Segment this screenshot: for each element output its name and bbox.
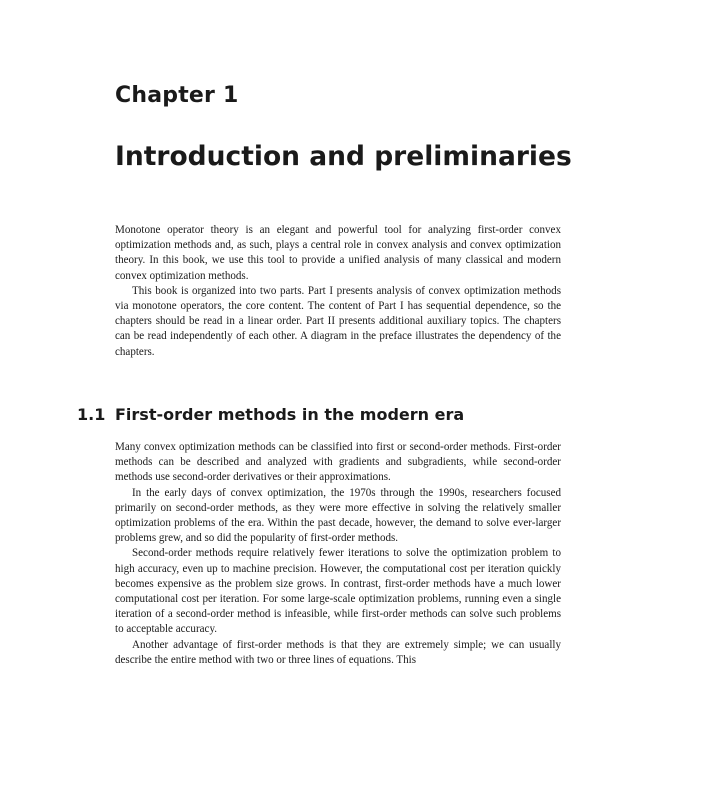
intro-paragraph: Monotone operator theory is an elegant and powerful tool for analyzing first-order convex optimization methods and, as such, plays a central role in convex analysis and convex optimization theory. In this book, we use this tool to provide a unified analysis of many classical and modern convex optimization methods. bbox=[115, 224, 561, 282]
intro-text bbox=[115, 223, 561, 360]
chapter-title: Introduction and preliminaries bbox=[115, 141, 572, 172]
section-paragraph: In the early days of convex optimization, the 1970s through the 1990s, researchers focused primarily on second-order methods, as they were more effective in solving the relatively smaller optimization problems of the era. Within the past decade, however, the demand to solve ever-larger problems grew, and so did the popularity of first-order methods. bbox=[115, 486, 561, 545]
chapter-label: Chapter 1 bbox=[115, 83, 239, 108]
section-title: First-order methods in the modern era bbox=[115, 405, 465, 424]
section-paragraph: Many convex optimization methods can be classified into first or second-order methods. First-order methods can be described and analyzed with gradients and subgradients, while second-order methods use second-order derivatives or their approximations. bbox=[115, 441, 561, 484]
section-body bbox=[115, 440, 561, 668]
intro-paragraph: This book is organized into two parts. Part I presents analysis of convex optimization methods via monotone operators, the core content. The content of Part I has sequential dependence, so the chapters should be read in a linear order. Part II presents additional auxiliary topics. The chapters can be read independently of each other. A diagram in the preface illustrates the dependency of the chapters. bbox=[115, 284, 561, 358]
section-paragraph: Another advantage of first-order methods is that they are extremely simple; we can usually describe the entire method with two or three lines of equations. This bbox=[115, 638, 561, 666]
section-number: 1.1 bbox=[77, 405, 106, 424]
section-heading bbox=[77, 405, 577, 425]
section-paragraph: Second-order methods require relatively fewer iterations to solve the optimization problem to high accuracy, even up to machine precision. However, the computational cost per iteration quickly becomes expensive as the problem size grows. In contrast, first-order methods have a much lower computational cost per iteration. For some large-scale optimization problems, running even a single iteration of a second-order method is infeasible, while first-order methods can solve such problems to acceptable accuracy. bbox=[115, 547, 561, 636]
